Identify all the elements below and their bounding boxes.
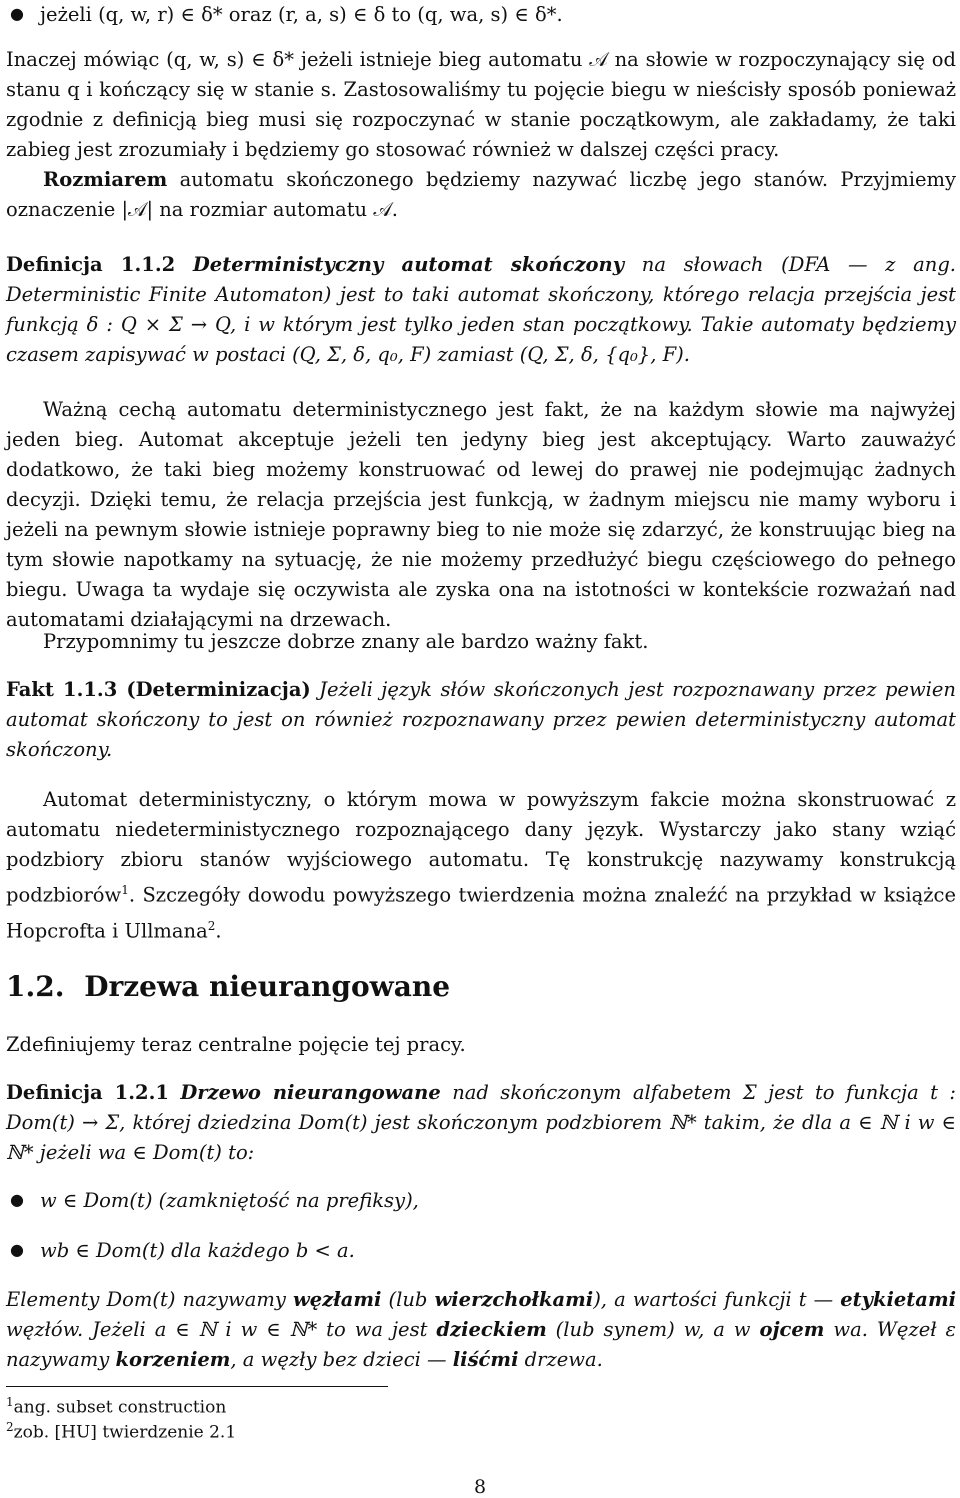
- fact-text: Jeżeli język słów skończonych jest rozpoznawany przez pewien automat skończony to jest on również rozpoznawany przez pewien deterministyczny automat skończony.: [6, 678, 956, 761]
- text-part: ), a wartości funkcji t —: [593, 1288, 841, 1311]
- term-ojcem: ojcem: [759, 1318, 825, 1341]
- definition-text: nad skończonym alfabetem Σ jest to funkcja t : Dom(t) → Σ, której dziedzina Dom(t) jest skończonym podzbiorem ℕ* takim, że dla a ∈ ℕ i w ∈ ℕ* jeżeli wa ∈ Dom(t) to:: [6, 1081, 956, 1164]
- bullet-marker: ●: [10, 1190, 24, 1209]
- footnote-mark: 2: [6, 1420, 14, 1434]
- paragraph-deterministic: Ważną cechą automatu deterministycznego jest fakt, że na każdym słowie ma najwyżej jeden bieg. Automat akceptuje jeżeli ten jedyny bieg jest akceptujący. Warto zauważyć dodatkowo, że taki bieg możemy konstruować od lewej do prawej nie podejmując żadnych decyzji. Dzięki temu, że relacja przejścia jest funkcją, w żadnym miejscu nie mamy wyboru i jeżeli na pewnym słowie istnieje poprawny bieg to nie może się zdarzyć, że konstruując bieg na tym słowie napotkamy na sytuację, że nie możemy przedłużyć biegu częściowego do pełnego biegu. Uwaga ta wydaje się oczywista ale zyska ona na istotności w kontekście rozważań nad automatami działającymi na drzewach.: [6, 398, 956, 631]
- text-part: .: [215, 919, 222, 942]
- paragraph-runs: Inaczej mówiąc (q, w, s) ∈ δ* jeżeli istnieje bieg automatu 𝒜 na słowie w rozpoczynający się od stanu q i kończący się w stanie s. Zastosowaliśmy tu pojęcie biegu w nieścisły sposób ponieważ zgodnie z definicją bieg musi się rozpoczynać w stanie początkowym, ale zakładamy, że taki zabieg jest zrozumiały i będziemy go stosować również w dalszej części pracy.: [6, 48, 956, 161]
- paragraph-size-text: automatu skończonego będziemy nazywać liczbę jego stanów. Przyjmiemy oznaczenie |𝒜| na rozmiar automatu 𝒜.: [6, 168, 956, 221]
- paragraph-determinization: [6, 785, 956, 946]
- definition-label: Definicja 1.1.2: [6, 253, 176, 276]
- definition-label: Definicja 1.2.1: [6, 1081, 169, 1104]
- term-korzeniem: korzeniem: [115, 1348, 231, 1371]
- definition-bullet-2: wb ∈ Dom(t) dla każdego b < a.: [40, 1239, 355, 1262]
- fact-label: Fakt 1.1.3 (Determinizacja): [6, 678, 311, 701]
- section-title: Drzewa nieurangowane: [84, 970, 451, 1003]
- term-dzieckiem: dzieckiem: [436, 1318, 547, 1341]
- text-part: Automat deterministyczny, o którym mowa w powyższym fakcie można skonstruować z automatu niedeterministycznego rozpoznającego dany język. Wystarczy jako stany wziąć podzbiory zbioru stanów wyjściowego automatu. Tę konstrukcję nazywamy konstrukcją podzbiorów: [6, 788, 956, 907]
- footnote-2: [6, 1416, 236, 1444]
- definition-bullet-1: w ∈ Dom(t) (zamkniętość na prefiksy),: [40, 1189, 419, 1212]
- text-part: (lub: [381, 1288, 435, 1311]
- text-part: . Szczegóły dowodu powyższego twierdzenia można znaleźć na przykład w książce Hopcrofta i Ullmana: [6, 883, 956, 942]
- footnote-rule: [6, 1386, 388, 1387]
- section-heading: [6, 970, 450, 1003]
- term-wierzcholkami: wierzchołkami: [434, 1288, 594, 1311]
- definition-1-2-1: [6, 1078, 956, 1168]
- text-part: (lub synem) w, a w: [546, 1318, 760, 1341]
- paragraph-node-terms: [6, 1285, 956, 1375]
- term-wezlami: węzłami: [292, 1288, 382, 1311]
- term-liscimi: liśćmi: [452, 1348, 519, 1371]
- footnote-text: ang. subset construction: [13, 1397, 227, 1418]
- footnote-text: zob. [HU] twierdzenie 2.1: [13, 1422, 237, 1443]
- definition-1-1-2: [6, 250, 956, 370]
- text-part: , a węzły bez dzieci —: [230, 1348, 453, 1371]
- text-part: węzłów. Jeżeli a ∈ ℕ i w ∈ ℕ* to wa jest: [6, 1318, 437, 1341]
- paragraph-intro: Zdefiniujemy teraz centralne pojęcie tej pracy.: [6, 1033, 466, 1056]
- top-bullet-item: jeżeli (q, w, r) ∈ δ* oraz (r, a, s) ∈ δ to (q, wa, s) ∈ δ*.: [40, 3, 563, 26]
- footnote-1: [6, 1391, 226, 1419]
- bullet-marker: ●: [10, 4, 24, 23]
- page-number: 8: [473, 1476, 487, 1498]
- paragraph-size: [6, 165, 956, 225]
- paragraph-fact-intro: Przypomnimy tu jeszcze dobrze znany ale bardzo ważny fakt.: [43, 630, 649, 653]
- definition-term: Drzewo nieurangowane: [180, 1081, 441, 1104]
- text-part: wa. Węzeł ε nazywamy: [6, 1318, 956, 1371]
- definition-text: na słowach (DFA — z ang. Deterministic Finite Automaton) jest to taki automat skończony, którego relacja przejścia jest funkcją δ : Q × Σ → Q, i w którym jest tylko jeden stan początkowy. Takie automaty będziemy czasem zapisywać w postaci (Q, Σ, δ, q₀, F) zamiast (Q, Σ, δ, {q₀}, F).: [6, 253, 957, 366]
- fact-1-1-3: [6, 675, 956, 765]
- term-rozmiarem: Rozmiarem: [43, 168, 168, 191]
- text-part: drzewa.: [518, 1348, 603, 1371]
- footnote-ref[interactable]: 2: [207, 918, 216, 933]
- section-number: 1.2.: [6, 970, 65, 1003]
- footnote-ref[interactable]: 1: [121, 883, 129, 897]
- definition-term: Deterministyczny automat skończony: [192, 253, 625, 276]
- text-part: Elementy Dom(t) nazywamy: [6, 1288, 293, 1311]
- footnote-mark: 1: [6, 1395, 14, 1409]
- bullet-marker: ●: [10, 1240, 24, 1259]
- term-etykietami: etykietami: [840, 1288, 956, 1311]
